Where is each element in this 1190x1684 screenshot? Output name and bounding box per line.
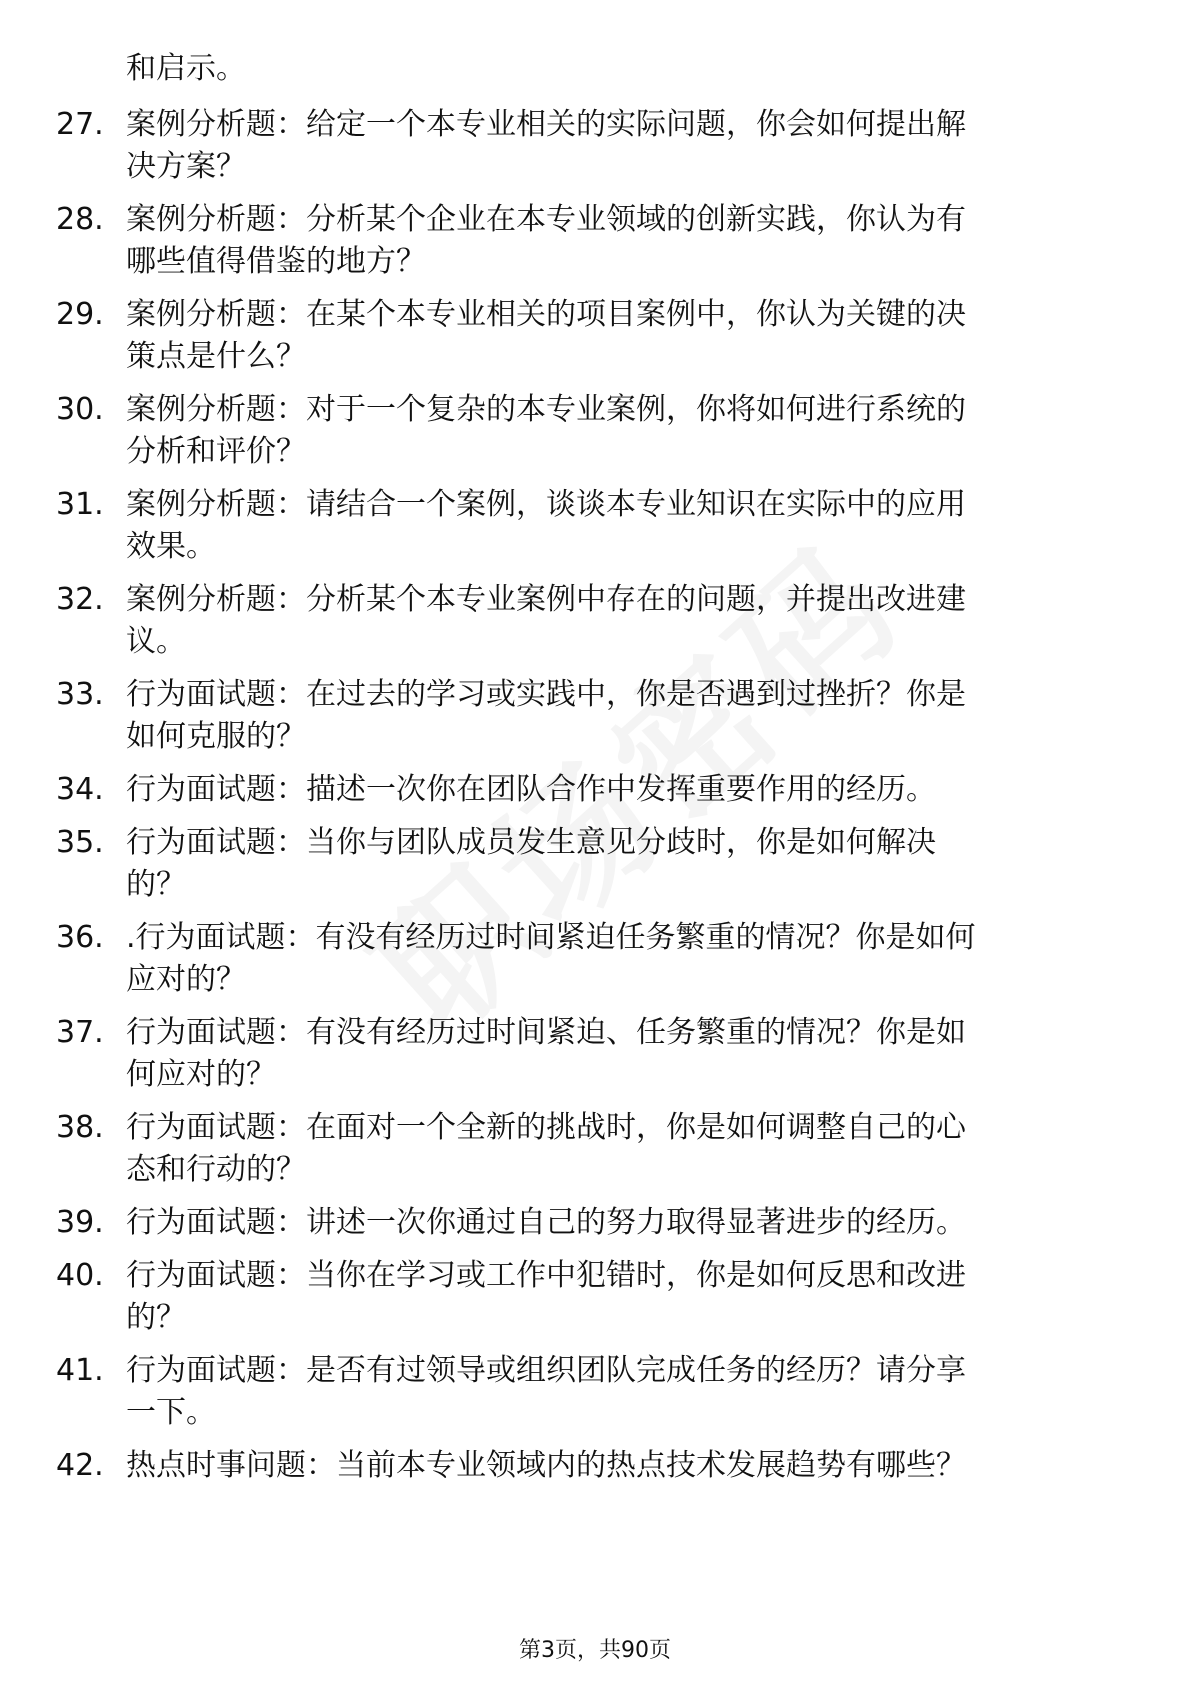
- item-line: 的？: [126, 867, 186, 902]
- continuation-text: 和启示。: [126, 51, 246, 86]
- item-text: [126, 1012, 1116, 1096]
- item-line: 行为面试题：在面对一个全新的挑战时，你是如何调整自己的心: [126, 1110, 966, 1145]
- item-number: 38.: [56, 1110, 104, 1145]
- item-number: 35.: [56, 825, 104, 860]
- item-line: 行为面试题：在过去的学习或实践中，你是否遇到过挫折？你是: [126, 677, 966, 712]
- item-number: 27.: [56, 107, 104, 142]
- item-text: [126, 1107, 1116, 1191]
- item-text: [126, 822, 1116, 906]
- page-number-footer: 第3页，共90页: [519, 1638, 671, 1663]
- item-text: [126, 389, 1116, 473]
- item-line: 的？: [126, 1300, 186, 1335]
- item-number: 41.: [56, 1353, 104, 1388]
- item-line: 案例分析题：请结合一个案例，谈谈本专业知识在实际中的应用: [126, 487, 966, 522]
- item-line: 应对的？: [126, 962, 246, 997]
- item-line: 策点是什么？: [126, 339, 306, 374]
- item-text: [126, 1445, 1116, 1487]
- item-line: 何应对的？: [126, 1057, 276, 1092]
- item-line: 行为面试题：当你在学习或工作中犯错时，你是如何反思和改进: [126, 1258, 966, 1293]
- item-text: [126, 294, 1116, 378]
- item-number: 36.: [56, 920, 104, 955]
- item-line: 态和行动的？: [126, 1152, 306, 1187]
- item-line: 如何克服的？: [126, 719, 306, 754]
- item-line: 分析和评价？: [126, 434, 306, 469]
- item-line: 案例分析题：在某个本专业相关的项目案例中，你认为关键的决: [126, 297, 966, 332]
- item-text: [126, 1255, 1116, 1339]
- item-line: 哪些值得借鉴的地方？: [126, 244, 426, 279]
- item-number: 42.: [56, 1448, 104, 1483]
- item-text: [126, 104, 1116, 188]
- item-text: [126, 579, 1116, 663]
- item-line: 一下。: [126, 1395, 216, 1430]
- item-line: 行为面试题：描述一次你在团队合作中发挥重要作用的经历。: [126, 772, 936, 807]
- item-text: [126, 1202, 1116, 1244]
- item-line: 行为面试题：是否有过领导或组织团队完成任务的经历？请分享: [126, 1353, 966, 1388]
- item-line: 决方案？: [126, 149, 246, 184]
- item-text: [126, 1350, 1116, 1434]
- item-line: 案例分析题：分析某个企业在本专业领域的创新实践，你认为有: [126, 202, 966, 237]
- item-number: 30.: [56, 392, 104, 427]
- item-number: 28.: [56, 202, 104, 237]
- item-text: [126, 674, 1116, 758]
- item-number: 33.: [56, 677, 104, 712]
- item-line: 案例分析题：给定一个本专业相关的实际问题，你会如何提出解: [126, 107, 966, 142]
- item-number: 37.: [56, 1015, 104, 1050]
- item-line: 行为面试题：当你与团队成员发生意见分歧时，你是如何解决: [126, 825, 936, 860]
- item-text: [126, 199, 1116, 283]
- item-line: 行为面试题：有没有经历过时间紧迫、任务繁重的情况？你是如: [126, 1015, 966, 1050]
- item-number: 40.: [56, 1258, 104, 1293]
- item-text: [126, 917, 1116, 1001]
- item-number: 32.: [56, 582, 104, 617]
- item-line: .行为面试题：有没有经历过时间紧迫任务繁重的情况？你是如何: [126, 920, 976, 955]
- item-line: 效果。: [126, 529, 216, 564]
- item-line: 行为面试题：讲述一次你通过自己的努力取得显著进步的经历。: [126, 1205, 966, 1240]
- item-text: [126, 769, 1116, 811]
- item-line: 议。: [126, 624, 186, 659]
- item-line: 案例分析题：对于一个复杂的本专业案例，你将如何进行系统的: [126, 392, 966, 427]
- item-number: 34.: [56, 772, 104, 807]
- item-line: 案例分析题：分析某个本专业案例中存在的问题，并提出改进建: [126, 582, 966, 617]
- item-number: 29.: [56, 297, 104, 332]
- item-line: 热点时事问题：当前本专业领域内的热点技术发展趋势有哪些？: [126, 1448, 966, 1483]
- item-text: [126, 484, 1116, 568]
- item-number: 39.: [56, 1205, 104, 1240]
- item-number: 31.: [56, 487, 104, 522]
